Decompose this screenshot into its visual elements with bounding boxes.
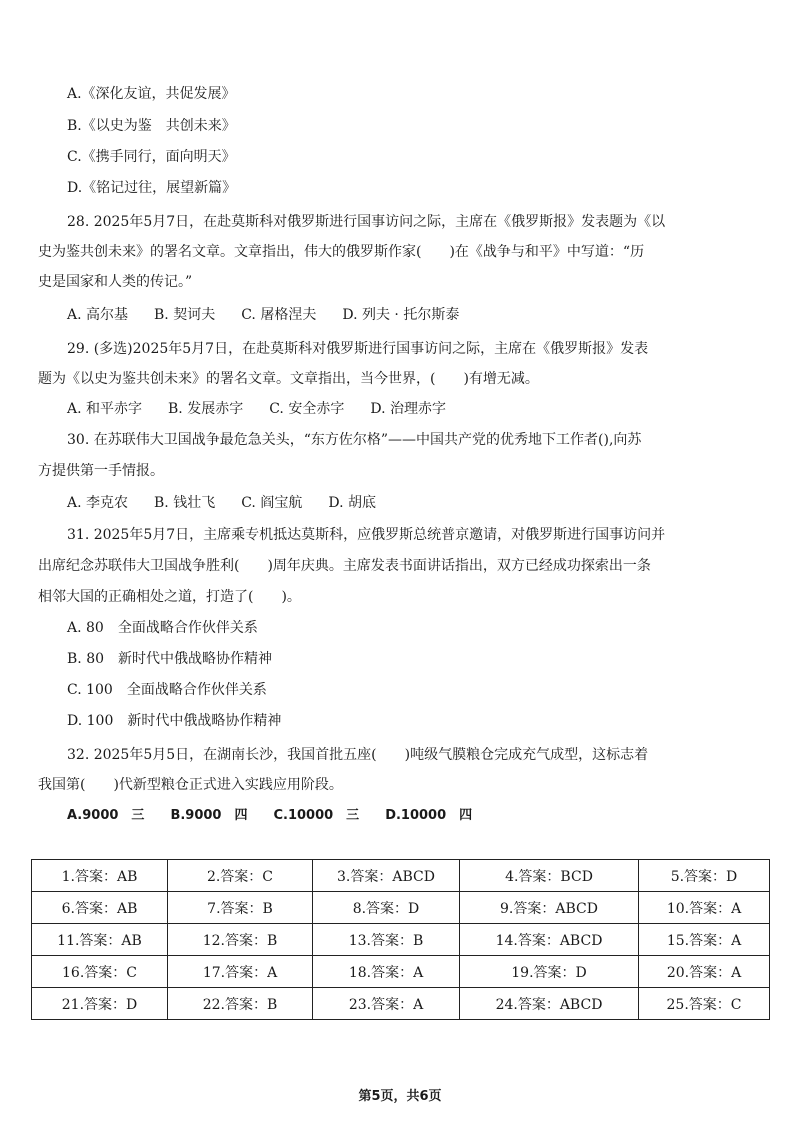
q32-choice-b: B.9000 四 (170, 808, 248, 823)
answer-cell: 20.答案：A (639, 956, 770, 988)
answer-cell: 16.答案：C (32, 956, 168, 988)
answer-cell: 4.答案：BCD (460, 860, 639, 892)
q30-choices (67, 493, 376, 513)
q30-choice-a: A. 李克农 (67, 495, 129, 511)
q28-choice-a: A. 高尔基 (67, 307, 129, 323)
q27-option-c: C.《携手同行，面向明天》 (67, 149, 236, 165)
q27-option-d: D.《铭记过往，展望新篇》 (67, 180, 237, 196)
q30-stem-line1: 30. 在苏联伟大卫国战争最危急关头，“东方佐尔格”——中国共产党的优秀地下工作者(),向苏 (67, 432, 642, 448)
q29-choice-d: D. 治理赤字 (370, 401, 446, 417)
answer-cell: 10.答案：A (639, 892, 770, 924)
q32-choices (67, 806, 472, 826)
table-row (32, 924, 770, 956)
table-row (32, 892, 770, 924)
answer-cell: 1.答案：AB (32, 860, 168, 892)
answer-cell: 8.答案：D (313, 892, 460, 924)
q31-stem-line3: 相邻大国的正确相处之道，打造了( )。 (38, 589, 301, 605)
answer-cell: 11.答案：AB (32, 924, 168, 956)
q27-option-b: B.《以史为鉴 共创未来》 (67, 118, 236, 134)
table-row (32, 988, 770, 1020)
table-row (32, 860, 770, 892)
q30-choice-d: D. 胡底 (328, 495, 376, 511)
q32-choice-a: A.9000 三 (67, 808, 145, 823)
table-row (32, 956, 770, 988)
q28-stem-line3: 史是国家和人类的传记。” (38, 274, 193, 290)
q31-option-b: B. 80 新时代中俄战略协作精神 (67, 651, 273, 667)
answer-cell: 9.答案：ABCD (460, 892, 639, 924)
q28-stem-line1: 28. 2025年5月7日，在赴莫斯科对俄罗斯进行国事访问之际，主席在《俄罗斯报》发表题为《以 (67, 214, 666, 230)
q31-option-d: D. 100 新时代中俄战略协作精神 (67, 713, 282, 729)
answer-cell: 24.答案：ABCD (460, 988, 639, 1020)
q29-stem-line1: 29. (多选)2025年5月7日，在赴莫斯科对俄罗斯进行国事访问之际，主席在《俄罗斯报》发表 (67, 341, 649, 357)
q30-stem-line2: 方提供第一手情报。 (38, 463, 164, 479)
q29-choice-b: B. 发展赤字 (168, 401, 244, 417)
answer-cell: 19.答案：D (460, 956, 639, 988)
q29-choice-c: C. 安全赤字 (269, 401, 345, 417)
answer-cell: 5.答案：D (639, 860, 770, 892)
answer-cell: 17.答案：A (168, 956, 313, 988)
q32-stem-line1: 32. 2025年5月5日，在湖南长沙，我国首批五座( )吨级气膜粮仓完成充气成型，这标志着 (67, 747, 649, 763)
q30-choice-b: B. 钱壮飞 (154, 495, 216, 511)
answer-cell: 15.答案：A (639, 924, 770, 956)
q32-choice-c: C.10000 三 (273, 808, 360, 823)
q29-choices (67, 399, 446, 419)
answer-cell: 7.答案：B (168, 892, 313, 924)
answer-cell: 14.答案：ABCD (460, 924, 639, 956)
answer-cell: 21.答案：D (32, 988, 168, 1020)
q31-option-c: C. 100 全面战略合作伙伴关系 (67, 682, 267, 698)
q32-stem-line2: 我国第( )代新型粮仓正式进入实践应用阶段。 (38, 777, 343, 793)
answer-cell: 12.答案：B (168, 924, 313, 956)
q28-choice-c: C. 屠格涅夫 (241, 307, 317, 323)
answer-cell: 6.答案：AB (32, 892, 168, 924)
q29-choice-a: A. 和平赤字 (67, 401, 143, 417)
answer-cell: 25.答案：C (639, 988, 770, 1020)
q28-choice-b: B. 契诃夫 (154, 307, 216, 323)
answer-cell: 22.答案：B (168, 988, 313, 1020)
q31-stem-line1: 31. 2025年5月7日，主席乘专机抵达莫斯科，应俄罗斯总统普京邀请，对俄罗斯进行国事访问并 (67, 527, 666, 543)
answer-cell: 3.答案：ABCD (313, 860, 460, 892)
q29-stem-line2: 题为《以史为鉴共创未来》的署名文章。文章指出，当今世界，( )有增无减。 (38, 371, 539, 387)
page-footer: 第5页，共6页 (358, 1089, 442, 1104)
answer-table (31, 859, 770, 1020)
answer-cell: 23.答案：A (313, 988, 460, 1020)
q27-option-a: A.《深化友谊，共促发展》 (67, 86, 236, 102)
q31-stem-line2: 出席纪念苏联伟大卫国战争胜利( )周年庆典。主席发表书面讲话指出，双方已经成功探索出一条 (38, 558, 651, 574)
answer-cell: 13.答案：B (313, 924, 460, 956)
q28-choice-d: D. 列夫 · 托尔斯泰 (342, 307, 460, 323)
answer-cell: 2.答案：C (168, 860, 313, 892)
q30-choice-c: C. 阎宝航 (241, 495, 303, 511)
answer-cell: 18.答案：A (313, 956, 460, 988)
q28-choices (67, 305, 459, 325)
q32-choice-d: D.10000 四 (385, 808, 473, 823)
q31-option-a: A. 80 全面战略合作伙伴关系 (67, 620, 258, 636)
q28-stem-line2: 史为鉴共创未来》的署名文章。文章指出，伟大的俄罗斯作家( )在《战争与和平》中写道：“历 (38, 244, 645, 260)
